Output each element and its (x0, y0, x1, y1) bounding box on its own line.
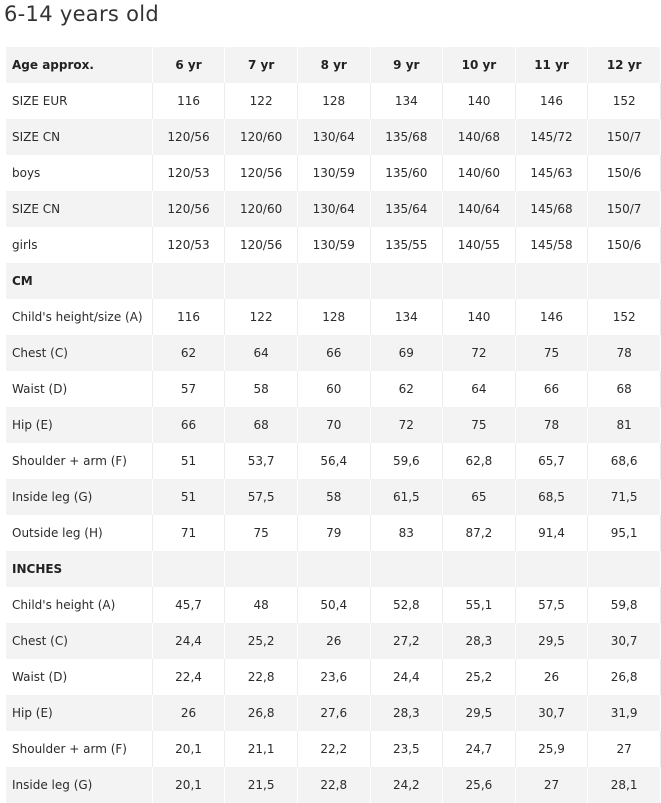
table-cell: 25,6 (443, 767, 516, 803)
table-cell: 134 (370, 83, 443, 119)
header-age-label: Age approx. (6, 47, 152, 83)
table-cell: 68 (588, 371, 661, 407)
table-cell: 79 (297, 515, 370, 551)
table-cell: 122 (225, 83, 298, 119)
table-cell: 24,4 (152, 623, 225, 659)
table-cell: 20,1 (152, 767, 225, 803)
empty-cell (297, 263, 370, 299)
table-cell: 22,4 (152, 659, 225, 695)
table-cell: 120/56 (225, 227, 298, 263)
table-cell: 130/59 (297, 155, 370, 191)
table-cell: 25,2 (443, 659, 516, 695)
table-cell: 145/68 (515, 191, 588, 227)
table-cell: 65,7 (515, 443, 588, 479)
table-cell: 71 (152, 515, 225, 551)
table-cell: 64 (225, 335, 298, 371)
table-cell: 72 (370, 407, 443, 443)
table-cell: 64 (443, 371, 516, 407)
table-cell: 120/60 (225, 119, 298, 155)
table-cell: 140/55 (443, 227, 516, 263)
table-cell: 52,8 (370, 587, 443, 623)
table-cell: 140 (443, 299, 516, 335)
table-cell: 25,9 (515, 731, 588, 767)
table-cell: 51 (152, 479, 225, 515)
table-cell: 27,6 (297, 695, 370, 731)
table-cell: 91,4 (515, 515, 588, 551)
table-cell: 68,5 (515, 479, 588, 515)
table-row (6, 227, 661, 263)
table-cell: 140 (443, 83, 516, 119)
table-row (6, 155, 661, 191)
table-cell: 20,1 (152, 731, 225, 767)
header-col-12yr: 12 yr (588, 47, 661, 83)
table-cell: 128 (297, 299, 370, 335)
table-cell: 29,5 (515, 623, 588, 659)
table-cell: 150/7 (588, 191, 661, 227)
table-cell: 66 (152, 407, 225, 443)
table-cell: 152 (588, 83, 661, 119)
row-label: girls (6, 227, 152, 263)
table-cell: 70 (297, 407, 370, 443)
table-cell: 69 (370, 335, 443, 371)
table-cell: 120/53 (152, 155, 225, 191)
table-cell: 24,2 (370, 767, 443, 803)
row-label: Inside leg (G) (6, 479, 152, 515)
table-cell: 56,4 (297, 443, 370, 479)
table-cell: 27 (588, 731, 661, 767)
empty-cell (297, 551, 370, 587)
table-cell: 28,3 (370, 695, 443, 731)
table-cell: 55,1 (443, 587, 516, 623)
table-cell: 65 (443, 479, 516, 515)
table-cell: 30,7 (588, 623, 661, 659)
table-cell: 150/6 (588, 155, 661, 191)
table-row (6, 479, 661, 515)
table-cell: 68,6 (588, 443, 661, 479)
table-cell: 26 (152, 695, 225, 731)
table-cell: 120/56 (152, 119, 225, 155)
section-row (6, 551, 661, 587)
table-cell: 95,1 (588, 515, 661, 551)
table-cell: 50,4 (297, 587, 370, 623)
table-cell: 146 (515, 83, 588, 119)
table-cell: 135/60 (370, 155, 443, 191)
table-row (6, 407, 661, 443)
table-cell: 59,8 (588, 587, 661, 623)
row-label: Hip (E) (6, 695, 152, 731)
empty-cell (588, 263, 661, 299)
table-cell: 60 (297, 371, 370, 407)
table-cell: 57,5 (225, 479, 298, 515)
row-label: Hip (E) (6, 407, 152, 443)
empty-cell (152, 551, 225, 587)
table-cell: 72 (443, 335, 516, 371)
table-cell: 62 (370, 371, 443, 407)
header-col-8yr: 8 yr (297, 47, 370, 83)
row-label: Chest (C) (6, 623, 152, 659)
header-col-9yr: 9 yr (370, 47, 443, 83)
table-cell: 145/72 (515, 119, 588, 155)
table-row (6, 83, 661, 119)
table-cell: 21,5 (225, 767, 298, 803)
row-label: SIZE EUR (6, 83, 152, 119)
table-cell: 57,5 (515, 587, 588, 623)
table-cell: 116 (152, 83, 225, 119)
table-cell: 140/60 (443, 155, 516, 191)
table-cell: 145/63 (515, 155, 588, 191)
size-chart-table (6, 47, 661, 803)
table-cell: 135/68 (370, 119, 443, 155)
table-cell: 62 (152, 335, 225, 371)
table-row (6, 587, 661, 623)
row-label: Chest (C) (6, 335, 152, 371)
table-cell: 23,5 (370, 731, 443, 767)
table-cell: 24,7 (443, 731, 516, 767)
empty-cell (225, 263, 298, 299)
header-col-10yr: 10 yr (443, 47, 516, 83)
page-title: 6-14 years old (4, 2, 160, 26)
table-cell: 120/60 (225, 191, 298, 227)
table-cell: 81 (588, 407, 661, 443)
header-row (6, 47, 661, 83)
table-cell: 130/59 (297, 227, 370, 263)
table-cell: 150/6 (588, 227, 661, 263)
row-label: Waist (D) (6, 371, 152, 407)
table-cell: 87,2 (443, 515, 516, 551)
table-cell: 152 (588, 299, 661, 335)
row-label: SIZE CN (6, 119, 152, 155)
table-cell: 135/55 (370, 227, 443, 263)
table-cell: 150/7 (588, 119, 661, 155)
table-cell: 58 (225, 371, 298, 407)
row-label: Shoulder + arm (F) (6, 443, 152, 479)
table-cell: 57 (152, 371, 225, 407)
table-body (6, 83, 661, 803)
table-cell: 120/53 (152, 227, 225, 263)
row-label: Child's height/size (A) (6, 299, 152, 335)
table-cell: 53,7 (225, 443, 298, 479)
table-cell: 134 (370, 299, 443, 335)
header-col-7yr: 7 yr (225, 47, 298, 83)
table-cell: 130/64 (297, 191, 370, 227)
empty-cell (515, 263, 588, 299)
table-cell: 66 (297, 335, 370, 371)
table-cell: 26 (515, 659, 588, 695)
empty-cell (443, 263, 516, 299)
table-cell: 30,7 (515, 695, 588, 731)
table-cell: 51 (152, 443, 225, 479)
empty-cell (515, 551, 588, 587)
table-cell: 22,8 (225, 659, 298, 695)
table-cell: 27,2 (370, 623, 443, 659)
table-row (6, 443, 661, 479)
header-col-11yr: 11 yr (515, 47, 588, 83)
table-cell: 25,2 (225, 623, 298, 659)
table-row (6, 659, 661, 695)
size-chart-container[interactable] (6, 47, 642, 800)
table-row (6, 335, 661, 371)
table-cell: 75 (515, 335, 588, 371)
table-cell: 120/56 (152, 191, 225, 227)
table-cell: 145/58 (515, 227, 588, 263)
table-cell: 68 (225, 407, 298, 443)
table-cell: 26,8 (588, 659, 661, 695)
table-cell: 58 (297, 479, 370, 515)
table-cell: 122 (225, 299, 298, 335)
row-label: Outside leg (H) (6, 515, 152, 551)
table-row (6, 371, 661, 407)
table-row (6, 731, 661, 767)
table-row (6, 623, 661, 659)
section-heading: CM (6, 263, 152, 299)
empty-cell (443, 551, 516, 587)
header-col-6yr: 6 yr (152, 47, 225, 83)
row-label: boys (6, 155, 152, 191)
table-cell: 22,8 (297, 767, 370, 803)
table-cell: 128 (297, 83, 370, 119)
table-row (6, 299, 661, 335)
table-cell: 146 (515, 299, 588, 335)
row-label: Inside leg (G) (6, 767, 152, 803)
section-heading: INCHES (6, 551, 152, 587)
table-cell: 75 (443, 407, 516, 443)
row-label: Waist (D) (6, 659, 152, 695)
table-cell: 75 (225, 515, 298, 551)
table-cell: 120/56 (225, 155, 298, 191)
empty-cell (588, 551, 661, 587)
row-label: SIZE CN (6, 191, 152, 227)
table-cell: 78 (515, 407, 588, 443)
table-row (6, 767, 661, 803)
empty-cell (370, 551, 443, 587)
table-cell: 24,4 (370, 659, 443, 695)
row-label: Child's height (A) (6, 587, 152, 623)
empty-cell (225, 551, 298, 587)
empty-cell (152, 263, 225, 299)
table-cell: 59,6 (370, 443, 443, 479)
table-cell: 23,6 (297, 659, 370, 695)
section-row (6, 263, 661, 299)
table-cell: 71,5 (588, 479, 661, 515)
table-cell: 28,1 (588, 767, 661, 803)
table-cell: 22,2 (297, 731, 370, 767)
table-cell: 83 (370, 515, 443, 551)
table-cell: 26 (297, 623, 370, 659)
table-cell: 31,9 (588, 695, 661, 731)
table-cell: 26,8 (225, 695, 298, 731)
table-cell: 78 (588, 335, 661, 371)
table-row (6, 119, 661, 155)
table-cell: 135/64 (370, 191, 443, 227)
table-cell: 27 (515, 767, 588, 803)
empty-cell (370, 263, 443, 299)
table-cell: 45,7 (152, 587, 225, 623)
table-cell: 29,5 (443, 695, 516, 731)
row-label: Shoulder + arm (F) (6, 731, 152, 767)
table-row (6, 695, 661, 731)
table-cell: 66 (515, 371, 588, 407)
table-cell: 62,8 (443, 443, 516, 479)
table-cell: 116 (152, 299, 225, 335)
table-cell: 48 (225, 587, 298, 623)
table-row (6, 191, 661, 227)
table-cell: 130/64 (297, 119, 370, 155)
table-cell: 140/68 (443, 119, 516, 155)
table-cell: 28,3 (443, 623, 516, 659)
table-cell: 21,1 (225, 731, 298, 767)
table-row (6, 515, 661, 551)
table-cell: 140/64 (443, 191, 516, 227)
table-cell: 61,5 (370, 479, 443, 515)
